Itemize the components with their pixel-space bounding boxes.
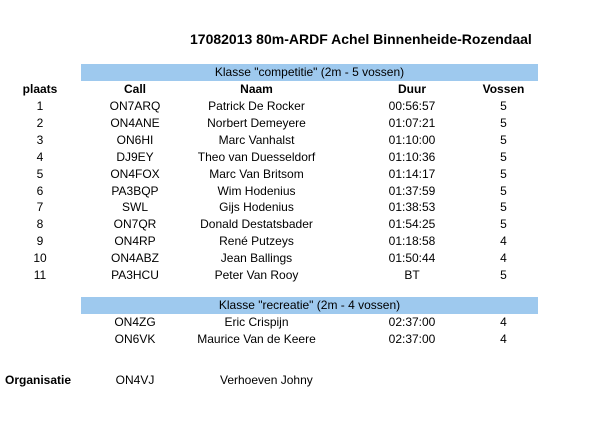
cell-call: ON4ZG [114, 315, 156, 329]
header-duur: Duur [398, 82, 426, 96]
cell-naam: Theo van Duesseldorf [197, 149, 316, 164]
cell-call: PA3BQP [111, 183, 159, 198]
cell-plaats: 10 [33, 251, 47, 266]
competitie-class-band [81, 64, 538, 81]
cell-call: ON4RP [114, 234, 156, 249]
cell-duur: 01:38:53 [388, 200, 436, 215]
table-row [0, 200, 600, 217]
cell-duur: 01:10:36 [388, 149, 436, 164]
cell-call: ON4ANE [110, 115, 160, 130]
page-title: 17082013 80m-ARDF Achel Binnenheide-Rozendaal [190, 31, 532, 47]
cell-naam: Patrick De Rocker [208, 99, 305, 113]
cell-naam: Norbert Demeyere [207, 115, 306, 130]
cell-duur: 02:37:00 [388, 332, 436, 346]
cell-call: ON7ARQ [109, 99, 161, 113]
cell-call: ON7QR [113, 217, 157, 232]
cell-naam: Maurice Van de Keere [197, 332, 316, 346]
cell-vossen: 5 [500, 166, 507, 181]
cell-duur: 01:18:58 [388, 234, 436, 249]
cell-vossen: 5 [500, 132, 507, 147]
cell-duur: 01:54:25 [388, 217, 436, 232]
cell-naam: Jean Ballings [220, 251, 293, 266]
table-row [0, 217, 600, 234]
competitie-class-label: Klasse "competitie" (2m - 5 vossen) [214, 65, 405, 79]
table-header-row [0, 82, 600, 99]
cell-vossen: 4 [500, 332, 507, 346]
header-plaats: plaats [22, 82, 58, 96]
cell-vossen: 4 [500, 234, 507, 249]
cell-vossen: 4 [500, 315, 507, 329]
cell-vossen: 5 [500, 99, 507, 113]
table-row [0, 332, 600, 349]
organisatie-label: Organisatie [5, 373, 72, 387]
recreatie-class-label: Klasse "recreatie" (2m - 4 vossen) [218, 298, 401, 312]
cell-call: ON4FOX [110, 166, 160, 181]
cell-naam: Eric Crispijn [224, 315, 289, 329]
cell-naam: René Putzeys [219, 234, 294, 249]
cell-naam: Donald Destatsbader [200, 217, 313, 232]
cell-naam: Wim Hodenius [217, 183, 296, 198]
table-row [0, 315, 600, 332]
cell-duur: 01:07:21 [388, 115, 436, 130]
header-naam: Naam [240, 82, 273, 96]
cell-vossen: 5 [500, 200, 507, 215]
cell-vossen: 5 [500, 149, 507, 164]
cell-naam: Marc Van Britsom [209, 166, 304, 181]
cell-plaats: 8 [36, 217, 44, 232]
cell-vossen: 4 [500, 251, 507, 266]
cell-naam: Marc Vanhalst [218, 132, 295, 147]
table-row [0, 234, 600, 251]
table-row [0, 99, 600, 116]
organisatie-name: Verhoeven Johny [220, 373, 313, 387]
cell-call: ON4ABZ [110, 251, 159, 266]
cell-naam: Peter Van Rooy [214, 268, 299, 282]
cell-vossen: 5 [500, 183, 507, 198]
cell-plaats: 11 [33, 268, 47, 282]
cell-plaats: 9 [36, 234, 44, 249]
cell-call: DJ9EY [116, 149, 154, 164]
cell-call: PA3HCU [111, 268, 159, 282]
cell-call: SWL [121, 200, 148, 215]
cell-duur: 01:10:00 [388, 132, 436, 147]
cell-plaats: 7 [36, 200, 44, 215]
cell-plaats: 5 [36, 166, 44, 181]
cell-naam: Gijs Hodenius [219, 200, 294, 215]
cell-call: ON6HI [116, 132, 154, 147]
table-row [0, 133, 600, 150]
header-vossen: Vossen [482, 82, 525, 96]
cell-duur: 01:50:44 [388, 251, 436, 266]
table-row [0, 116, 600, 133]
cell-vossen: 5 [500, 115, 507, 130]
cell-plaats: 1 [36, 99, 44, 113]
cell-duur: BT [404, 268, 420, 282]
cell-plaats: 4 [36, 149, 44, 164]
recreatie-class-band [81, 297, 538, 314]
header-call: Call [123, 82, 146, 96]
cell-vossen: 5 [500, 217, 507, 232]
cell-duur: 02:37:00 [388, 315, 436, 329]
cell-plaats: 3 [36, 132, 44, 147]
cell-vossen: 5 [500, 268, 507, 282]
cell-plaats: 6 [36, 183, 44, 198]
cell-duur: 00:56:57 [388, 99, 436, 113]
table-row [0, 251, 600, 268]
table-row [0, 184, 600, 201]
table-row [0, 167, 600, 184]
organisatie-call: ON4VJ [115, 373, 155, 387]
table-row [0, 268, 600, 285]
cell-plaats: 2 [36, 115, 44, 130]
table-row [0, 150, 600, 167]
cell-call: ON6VK [114, 332, 156, 346]
cell-duur: 01:14:17 [388, 166, 436, 181]
cell-duur: 01:37:59 [388, 183, 436, 198]
